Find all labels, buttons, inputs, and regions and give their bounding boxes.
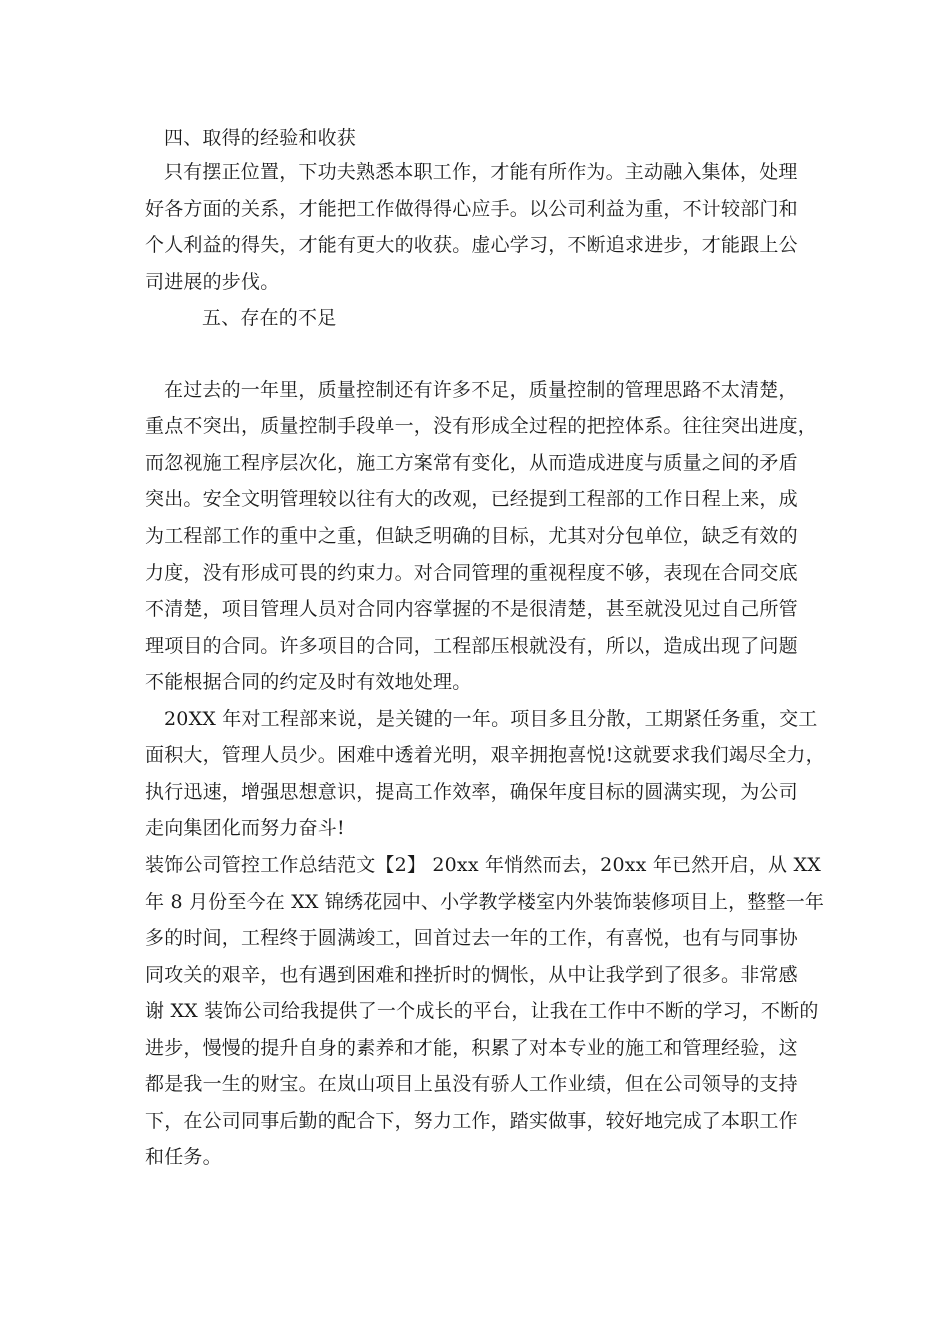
paragraph-line: 理项目的合同。许多项目的合同，工程部压根就没有，所以，造成出现了问题 [145, 635, 798, 657]
paragraph-line: 20XX 年对工程部来说，是关键的一年。项目多且分散，工期紧任务重，交工 [164, 708, 818, 730]
paragraph-line: 下，在公司同事后勤的配合下，努力工作，踏实做事，较好地完成了本职工作 [145, 1110, 798, 1132]
paragraph-line: 力度，没有形成可畏的约束力。对合同管理的重视程度不够，表现在合同交底 [145, 562, 798, 584]
paragraph-line: 突出。安全文明管理较以往有大的改观，已经提到工程部的工作日程上来，成 [145, 488, 798, 510]
paragraph-line: 都是我一生的财宝。在岚山项目上虽没有骄人工作业绩，但在公司领导的支持 [145, 1073, 798, 1095]
paragraph-line: 只有摆正位置，下功夫熟悉本职工作，才能有所作为。主动融入集体，处理 [164, 161, 798, 183]
section-heading-shortcomings: 五、存在的不足 [202, 307, 337, 329]
paragraph-line: 走向集团化而努力奋斗! [145, 817, 345, 839]
paragraph-line: 同攻关的艰辛，也有遇到困难和挫折时的惆怅，从中让我学到了很多。非常感 [145, 964, 798, 986]
paragraph-line: 在过去的一年里，质量控制还有许多不足，质量控制的管理思路不太清楚， [164, 379, 798, 401]
paragraph-line: 不清楚，项目管理人员对合同内容掌握的不是很清楚，甚至就没见过自己所管 [145, 598, 798, 620]
paragraph-line: 面积大，管理人员少。困难中透着光明，艰辛拥抱喜悦!这就要求我们竭尽全力， [145, 744, 825, 766]
paragraph-line: 司进展的步伐。 [145, 271, 280, 293]
paragraph-line: 执行迅速，增强思想意识，提高工作效率，确保年度目标的圆满实现，为公司 [145, 781, 798, 803]
paragraph-line: 谢 XX 装饰公司给我提供了一个成长的平台，让我在工作中不断的学习，不断的 [145, 1000, 819, 1022]
paragraph-line: 重点不突出，质量控制手段单一，没有形成全过程的把控体系。往往突出进度， [145, 415, 818, 437]
paragraph-line: 好各方面的关系，才能把工作做得得心应手。以公司利益为重，不计较部门和 [145, 198, 798, 220]
article-title-line: 装饰公司管控工作总结范文【2】 20xx 年悄然而去，20xx 年已然开启，从 XX [145, 854, 821, 876]
paragraph-line: 不能根据合同的约定及时有效地处理。 [145, 671, 472, 693]
paragraph-line: 年 8 月份至今在 XX 锦绣花园中、小学教学楼室内外装饰装修项目上，整整一年 [145, 891, 825, 913]
paragraph-line: 多的时间，工程终于圆满竣工，回首过去一年的工作，有喜悦，也有与同事协 [145, 927, 798, 949]
paragraph-line: 个人利益的得失，才能有更大的收获。虚心学习，不断追求进步，才能跟上公 [145, 234, 798, 256]
paragraph-line: 和任务。 [145, 1146, 222, 1168]
paragraph-line: 为工程部工作的重中之重，但缺乏明确的目标，尤其对分包单位，缺乏有效的 [145, 525, 798, 547]
paragraph-line: 进步，慢慢的提升自身的素养和才能，积累了对本专业的施工和管理经验，这 [145, 1037, 798, 1059]
paragraph-line: 而忽视施工程序层次化，施工方案常有变化，从而造成进度与质量之间的矛盾 [145, 452, 798, 474]
section-heading-experience: 四、取得的经验和收获 [164, 127, 357, 149]
